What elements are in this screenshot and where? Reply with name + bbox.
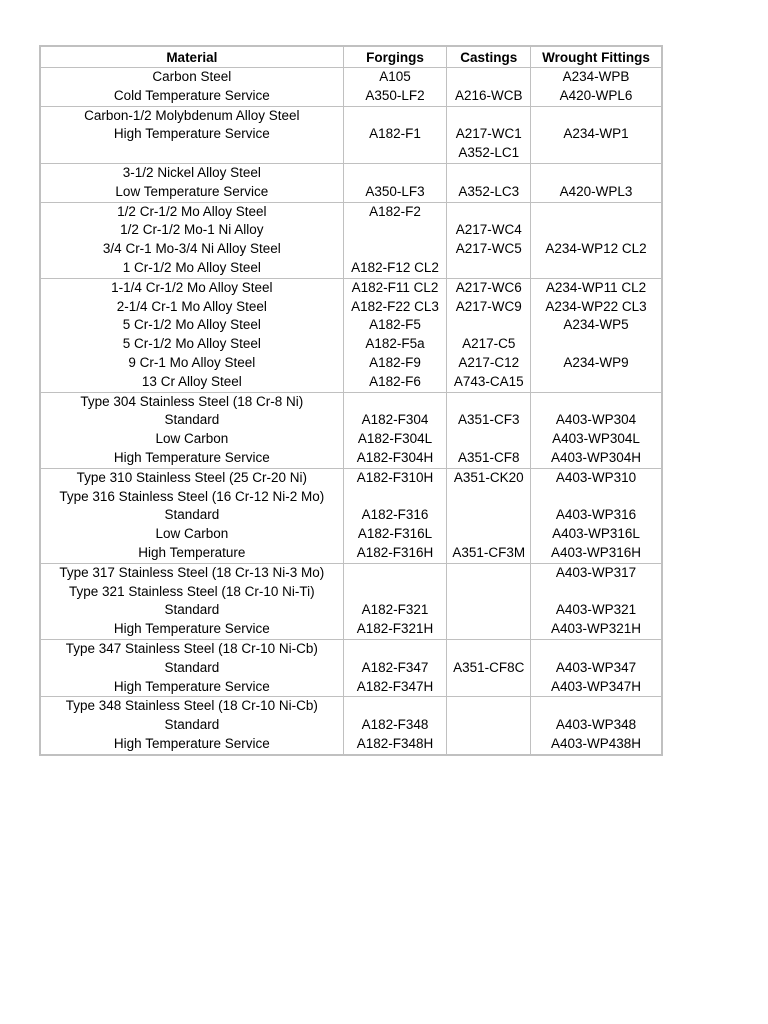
table-row [40, 106, 662, 163]
wrought-line: A403-WP316 [555, 507, 637, 523]
wrought-line [531, 393, 661, 412]
wrought-cell [531, 68, 662, 107]
wrought-cell [531, 106, 662, 163]
forgings-cell [343, 639, 447, 696]
material-line: High Temperature [138, 544, 246, 560]
material-line: 5 Cr-1/2 Mo Alloy Steel [122, 336, 261, 352]
wrought-cell [531, 278, 662, 392]
header-row [40, 46, 662, 68]
material-line: Standard [164, 507, 220, 523]
table-row [40, 278, 662, 392]
wrought-line: A234-WPB [562, 69, 630, 84]
wrought-line: A403-WP438H [551, 735, 642, 751]
forgings-line: A182-F310H [356, 469, 434, 485]
forgings-line: A182-F11 CL2 [351, 279, 439, 295]
forgings-line: A182-F316L [357, 526, 433, 542]
material-line: 9 Cr-1 Mo Alloy Steel [128, 354, 256, 370]
material-cell [40, 563, 343, 639]
material-line: Cold Temperature Service [113, 87, 270, 103]
castings-line: A217-WC1 [455, 126, 522, 142]
forgings-cell [343, 278, 447, 392]
castings-line [447, 316, 530, 335]
castings-line [447, 525, 530, 544]
forgings-line [344, 697, 447, 716]
forgings-cell [343, 392, 447, 468]
table-row [40, 163, 662, 202]
material-cell [40, 278, 343, 392]
material-cell [40, 468, 343, 563]
table-row [40, 639, 662, 696]
material-cell [40, 202, 343, 278]
castings-line: A351-CK20 [453, 469, 524, 485]
castings-line: A351-CF3M [452, 544, 526, 560]
wrought-line: A420-WPL6 [559, 87, 633, 103]
material-line: 1-1/4 Cr-1/2 Mo Alloy Steel [111, 279, 273, 295]
forgings-line: A182-F304 [361, 412, 429, 428]
castings-line [447, 697, 530, 716]
forgings-cell [343, 563, 447, 639]
material-line: 13 Cr Alloy Steel [141, 373, 242, 389]
wrought-line: A403-WP304 [555, 412, 637, 428]
forgings-line: A182-F347 [361, 659, 429, 675]
forgings-line: A182-F2 [369, 203, 421, 219]
wrought-cell [531, 563, 662, 639]
table-row [40, 202, 662, 278]
material-line: High Temperature Service [113, 621, 270, 637]
material-line: Low Carbon [155, 431, 229, 447]
wrought-cell [531, 163, 662, 202]
forgings-line [344, 240, 447, 259]
castings-line [447, 68, 530, 87]
wrought-cell [531, 639, 662, 696]
wrought-line [531, 697, 661, 716]
forgings-line: A182-F1 [369, 126, 421, 142]
forgings-line: A182-F5 [369, 317, 421, 333]
castings-line [447, 601, 530, 620]
wrought-line: A403-WP304L [552, 431, 640, 447]
castings-cell [447, 639, 531, 696]
castings-line [447, 107, 530, 126]
wrought-line: A403-WP347H [551, 678, 642, 694]
castings-cell [447, 278, 531, 392]
forgings-cell [343, 202, 447, 278]
wrought-line [531, 107, 661, 126]
forgings-line [344, 144, 447, 163]
forgings-line [344, 488, 447, 507]
material-cell [40, 697, 343, 755]
castings-cell [447, 468, 531, 563]
forgings-cell [343, 697, 447, 755]
wrought-line: A403-WP317 [555, 564, 637, 580]
wrought-line [531, 144, 661, 163]
material-line: 1/2 Cr-1/2 Mo Alloy Steel [117, 203, 267, 219]
wrought-line [531, 373, 661, 392]
forgings-line: A182-F347H [356, 678, 434, 694]
forgings-cell [343, 106, 447, 163]
material-line: Type 316 Stainless Steel (16 Cr-12 Ni-2 Mo) [59, 488, 325, 504]
castings-line: A351-CF8 [457, 449, 520, 465]
castings-line [447, 716, 530, 735]
forgings-line: A182-F304H [356, 449, 434, 465]
material-line: High Temperature Service [113, 678, 270, 694]
castings-line [447, 678, 530, 697]
wrought-line: A234-WP11 CL2 [545, 279, 647, 295]
forgings-line: A182-F6 [369, 373, 421, 389]
wrought-cell [531, 202, 662, 278]
material-line: Low Temperature Service [115, 183, 269, 199]
header-material: Material [40, 46, 343, 68]
castings-line: A351-CF8C [453, 659, 525, 675]
castings-cell [447, 563, 531, 639]
castings-line [447, 393, 530, 412]
material-line: Type 310 Stainless Steel (25 Cr-20 Ni) [76, 469, 308, 485]
castings-line [447, 564, 530, 583]
material-line: High Temperature Service [113, 126, 270, 142]
castings-line: A217-C5 [462, 336, 516, 352]
table-row [40, 563, 662, 639]
castings-line: A216-WCB [454, 87, 523, 103]
forgings-line: A182-F5a [365, 336, 425, 352]
castings-line [447, 203, 530, 222]
material-cell [40, 163, 343, 202]
wrought-cell [531, 697, 662, 755]
wrought-line [531, 164, 661, 183]
material-line: Type 317 Stainless Steel (18 Cr-13 Ni-3 Mo) [59, 564, 325, 580]
wrought-line [531, 488, 661, 507]
wrought-line [531, 335, 661, 354]
material-line: High Temperature Service [113, 735, 270, 751]
castings-line: A351-CF3 [457, 412, 520, 428]
forgings-line: A182-F321 [361, 602, 429, 618]
castings-cell [447, 163, 531, 202]
wrought-line [531, 221, 661, 240]
castings-line: A217-WC4 [455, 222, 522, 238]
castings-line [447, 259, 530, 278]
wrought-line: A234-WP12 CL2 [545, 241, 647, 257]
material-line: 1 Cr-1/2 Mo Alloy Steel [122, 259, 261, 275]
material-line: Carbon-1/2 Molybdenum Alloy Steel [84, 107, 300, 123]
forgings-line [344, 107, 447, 126]
forgings-line: A182-F304L [357, 431, 433, 447]
wrought-line: A403-WP347 [555, 659, 637, 675]
header-wrought-fittings: Wrought Fittings [531, 46, 662, 68]
forgings-line [344, 221, 447, 240]
wrought-line [531, 583, 661, 602]
material-line: Standard [164, 659, 220, 675]
forgings-cell [343, 468, 447, 563]
material-line: Standard [164, 717, 220, 733]
wrought-line [531, 259, 661, 278]
material-spec-table [39, 45, 663, 756]
header-castings: Castings [447, 46, 531, 68]
castings-line [447, 620, 530, 639]
material-cell [40, 68, 343, 107]
wrought-line: A403-WP321 [555, 602, 637, 618]
wrought-cell [531, 468, 662, 563]
material-line: Low Carbon [155, 526, 229, 542]
castings-cell [447, 392, 531, 468]
forgings-line: A182-F9 [369, 354, 421, 370]
castings-cell [447, 106, 531, 163]
material-line: 2-1/4 Cr-1 Mo Alloy Steel [116, 298, 267, 314]
forgings-line [344, 393, 447, 412]
wrought-line: A403-WP316L [552, 526, 640, 542]
forgings-line [344, 564, 447, 583]
castings-cell [447, 68, 531, 107]
forgings-line: A182-F316H [356, 544, 434, 560]
table-row [40, 392, 662, 468]
forgings-line: A350-LF3 [365, 183, 425, 199]
material-cell [40, 639, 343, 696]
forgings-line: A182-F348H [356, 735, 434, 751]
material-line: Type 348 Stainless Steel (18 Cr-10 Ni-Cb) [65, 698, 318, 714]
material-line: 3/4 Cr-1 Mo-3/4 Ni Alloy Steel [102, 241, 281, 257]
castings-line: A743-CA15 [453, 373, 524, 389]
header-forgings: Forgings [343, 46, 447, 68]
forgings-line: A182-F348 [361, 717, 429, 733]
forgings-cell [343, 163, 447, 202]
material-line: 1/2 Cr-1/2 Mo-1 Ni Alloy [120, 222, 264, 238]
material-line: Type 304 Stainless Steel (18 Cr-8 Ni) [80, 393, 304, 409]
wrought-cell [531, 392, 662, 468]
forgings-line: A182-F22 CL3 [351, 298, 439, 314]
wrought-line: A403-WP304H [551, 449, 642, 465]
castings-line [447, 430, 530, 449]
forgings-line: A350-LF2 [365, 87, 425, 103]
wrought-line: A403-WP348 [555, 717, 637, 733]
forgings-line [344, 583, 447, 602]
material-cell [40, 106, 343, 163]
castings-line: A352-LC3 [458, 183, 520, 199]
wrought-line: A234-WP9 [563, 354, 629, 370]
castings-line [447, 583, 530, 602]
castings-line [447, 164, 530, 183]
forgings-cell [343, 68, 447, 107]
forgings-line [344, 164, 447, 183]
castings-cell [447, 202, 531, 278]
material-line: 3-1/2 Nickel Alloy Steel [122, 164, 261, 180]
castings-line: A217-WC5 [455, 241, 522, 257]
wrought-line: A234-WP22 CL3 [545, 298, 647, 314]
forgings-line: A105 [379, 69, 411, 84]
wrought-line: A403-WP321H [551, 621, 642, 637]
material-line: 5 Cr-1/2 Mo Alloy Steel [122, 317, 261, 333]
forgings-line: A182-F316 [361, 507, 429, 523]
castings-line [447, 735, 530, 754]
castings-line [447, 506, 530, 525]
wrought-line: A234-WP1 [563, 126, 629, 142]
wrought-line: A403-WP310 [555, 469, 637, 485]
table-body [40, 68, 662, 755]
wrought-line: A420-WPL3 [559, 183, 633, 199]
material-line [41, 144, 343, 163]
material-line: Standard [164, 412, 220, 428]
forgings-line: A182-F321H [356, 621, 434, 637]
castings-cell [447, 697, 531, 755]
material-cell [40, 392, 343, 468]
material-line: Standard [164, 602, 220, 618]
castings-line: A217-WC6 [455, 279, 522, 295]
wrought-line: A234-WP5 [563, 317, 629, 333]
castings-line [447, 488, 530, 507]
table-row [40, 68, 662, 107]
material-line: Type 347 Stainless Steel (18 Cr-10 Ni-Cb) [65, 640, 318, 656]
forgings-line [344, 640, 447, 659]
forgings-line: A182-F12 CL2 [351, 259, 439, 275]
material-line: Carbon Steel [152, 69, 232, 84]
wrought-line [531, 203, 661, 222]
castings-line [447, 640, 530, 659]
material-line: High Temperature Service [113, 449, 270, 465]
material-line: Type 321 Stainless Steel (18 Cr-10 Ni-Ti) [69, 583, 315, 599]
wrought-line [531, 640, 661, 659]
wrought-line: A403-WP316H [551, 544, 642, 560]
table-row [40, 697, 662, 755]
castings-line: A352-LC1 [458, 145, 520, 161]
castings-line: A217-WC9 [455, 298, 522, 314]
castings-line: A217-C12 [458, 354, 520, 370]
table-row [40, 468, 662, 563]
